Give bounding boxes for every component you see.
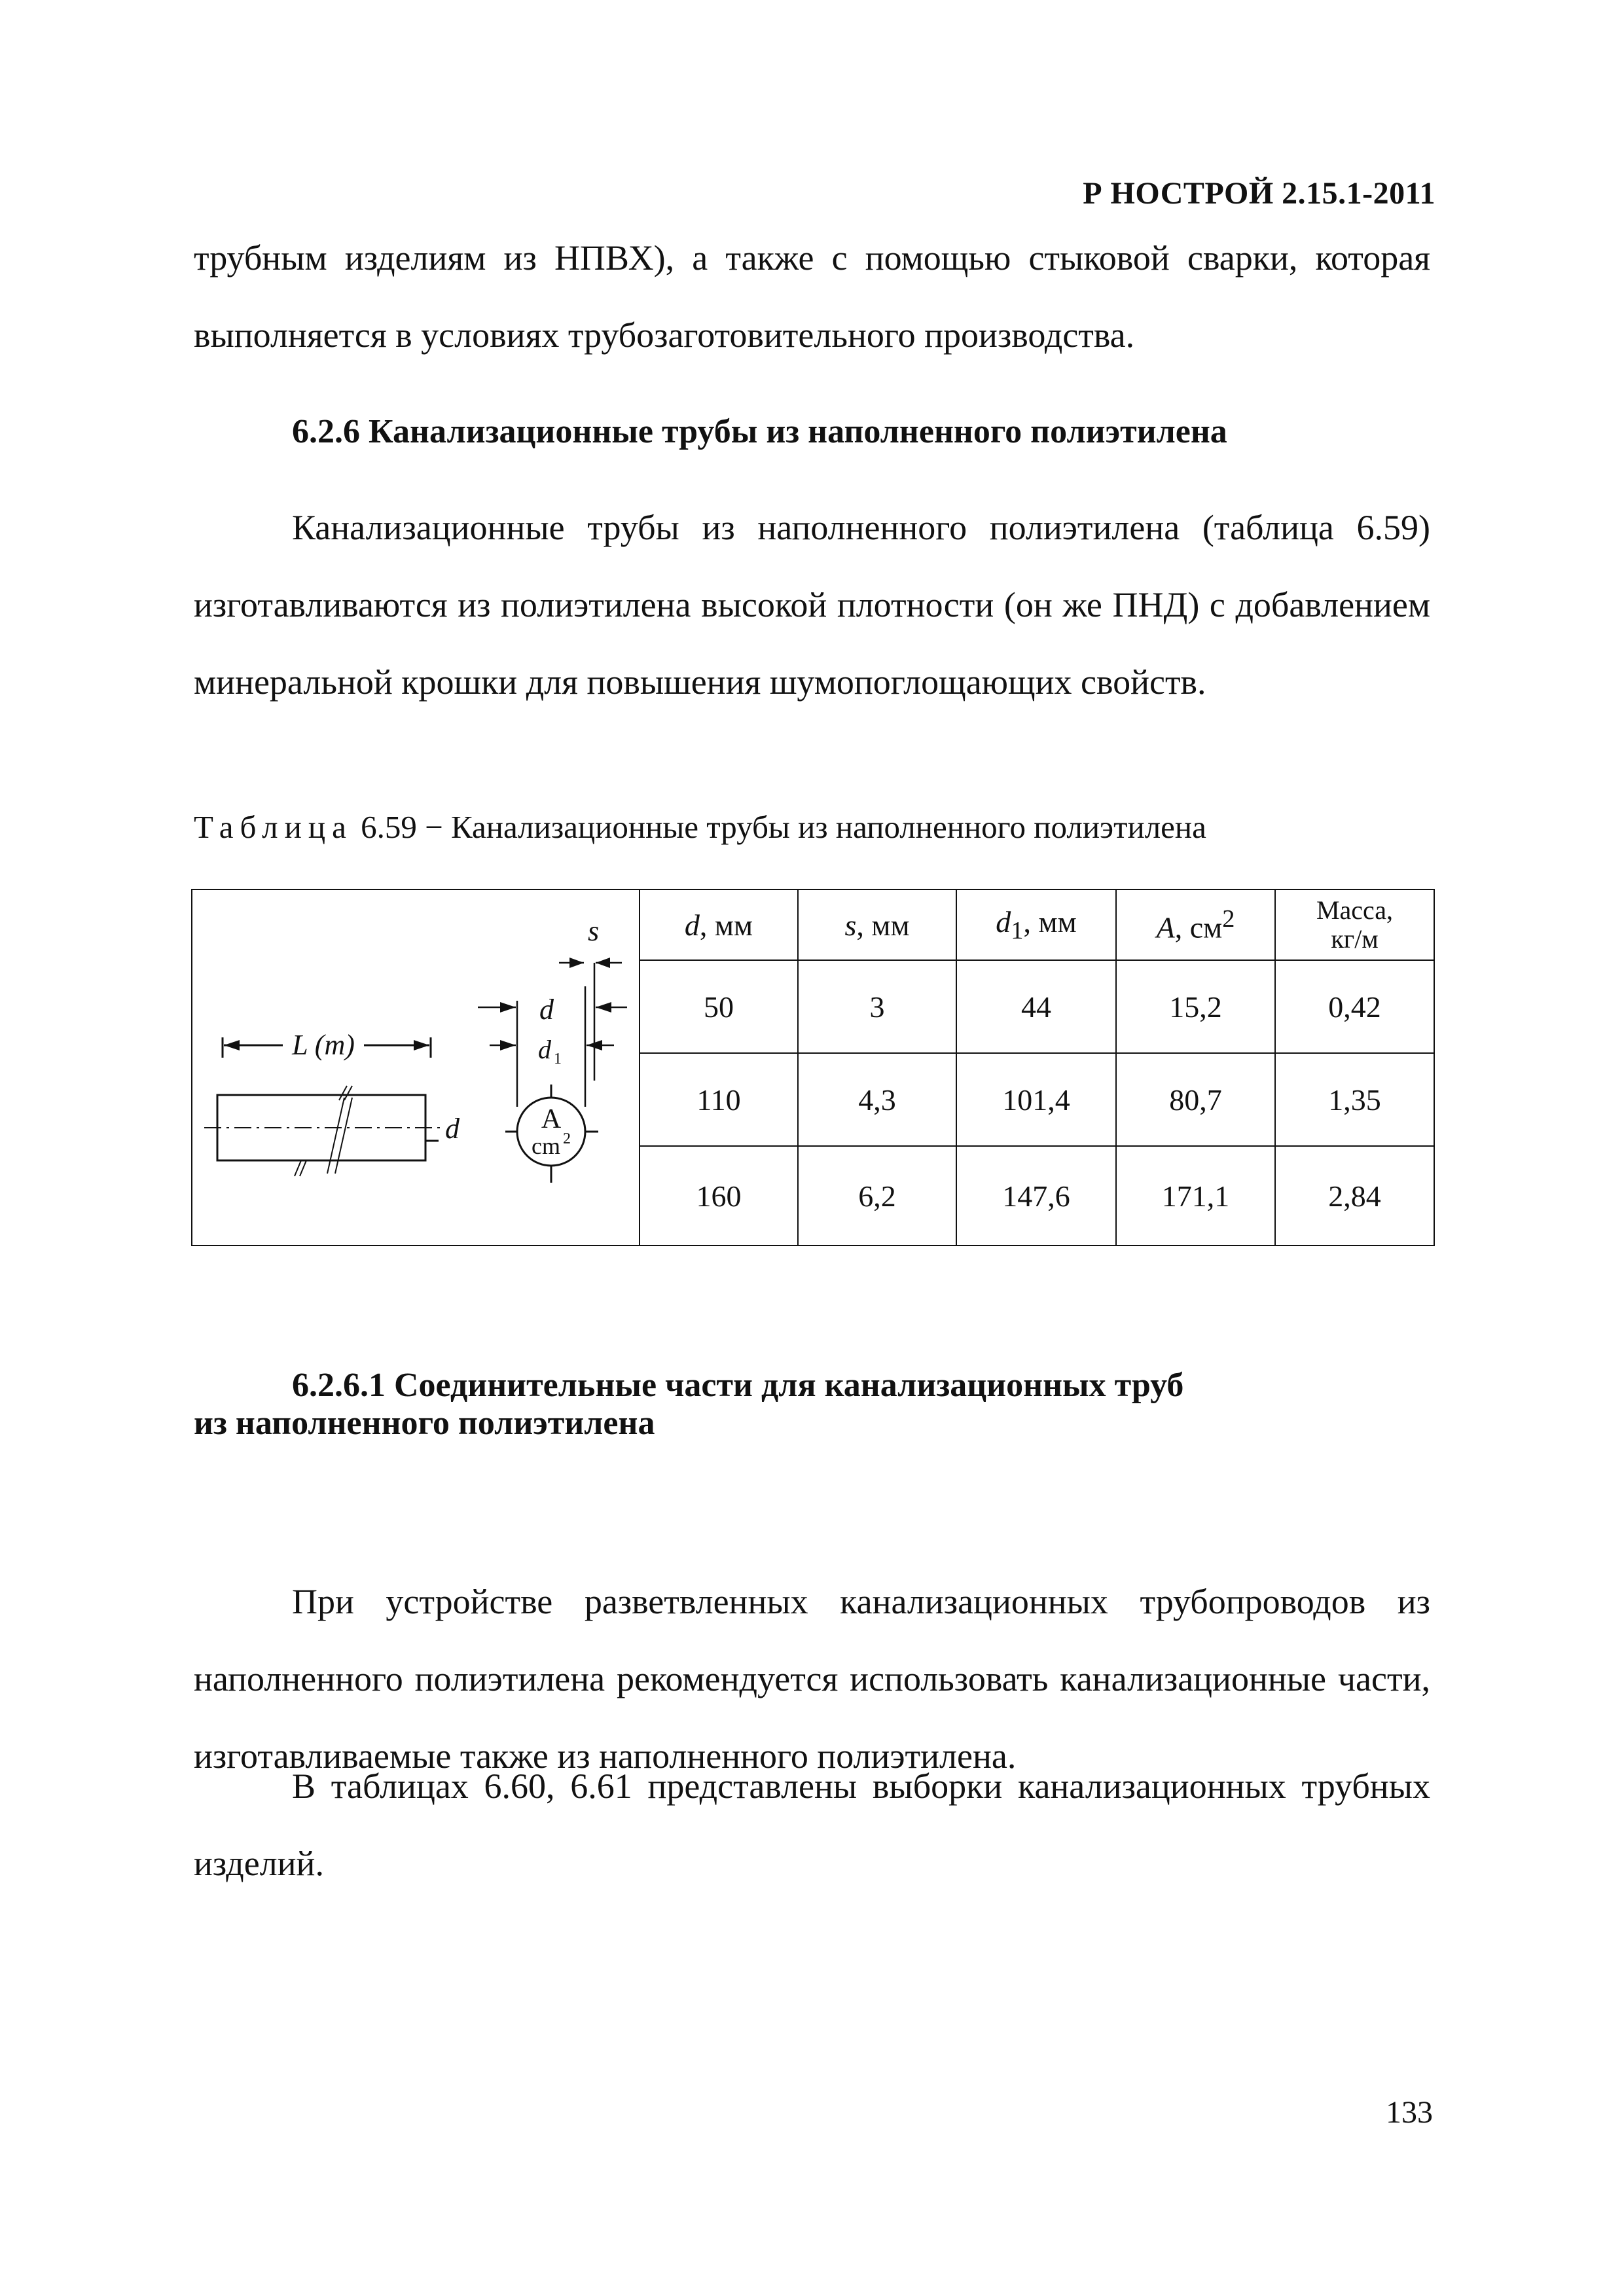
section-paragraph-6-2-6: Канализационные трубы из наполненного полиэтилена (таблица 6.59) изготавливаются из полиэтилена высокой плотности (он же ПНД) с добавлением минеральной крошки для повышения шумопоглощающих свойств. [194,508,1430,702]
cell-area: 15,2 [1116,960,1275,1053]
tables-reference-paragraph: В таблицах 6.60, 6.61 представлены выборки канализационных трубных изделий. [194,1767,1430,1883]
cell-area: 171,1 [1116,1146,1275,1246]
side-d-label: d [445,1113,460,1145]
area-label-unit: cm [532,1133,560,1159]
pipe-diagram [192,891,640,1244]
cell-d1: 101,4 [956,1053,1116,1146]
pipes-table [191,889,1435,1246]
length-label: L (m) [292,1029,355,1061]
col-header-d: d, мм [640,889,798,960]
cell-mass: 1,35 [1275,1053,1434,1146]
section-paragraph-6-2-6-1: При устройстве разветвленных канализационных трубопроводов из наполненного полиэтилена рекомендуется использовать канализационные части, изготавливаемые также из наполненного полиэтилена. [194,1582,1430,1776]
cell-area: 80,7 [1116,1053,1275,1146]
cell-d: 110 [640,1053,798,1146]
table-caption [194,808,1206,846]
cell-mass: 2,84 [1275,1146,1434,1246]
cell-d1: 44 [956,960,1116,1053]
document-code: Р НОСТРОЙ 2.15.1-2011 [1083,176,1435,211]
inner-diameter-label: d [538,1035,551,1064]
inner-diameter-sub: 1 [554,1050,562,1067]
section-heading-6-2-6-1-line2: из наполненного полиэтилена [194,1405,655,1442]
col-header-s: s, мм [798,889,956,960]
wall-thickness-label: s [588,915,600,947]
table-caption-label: Таблица [194,809,353,845]
section-heading-6-2-6: 6.2.6 Канализационные трубы из наполненного полиэтилена [292,413,1227,450]
cell-s: 6,2 [798,1146,956,1246]
pipe-figure-cell [192,889,640,1246]
section-heading-6-2-6-1: 6.2.6.1 Соединительные части для канализационных труб [292,1367,1184,1404]
cell-d: 160 [640,1146,798,1246]
outer-diameter-label: d [539,994,554,1026]
area-label-a: A [541,1104,562,1134]
page-number: 133 [1386,2095,1433,2130]
cell-d: 50 [640,960,798,1053]
cell-s: 4,3 [798,1053,956,1146]
intro-paragraph: трубным изделиям из НПВХ), а также с помощью стыковой сварки, которая выполняется в условиях трубозаготовительного производства. [194,238,1430,355]
cell-mass: 0,42 [1275,960,1434,1053]
table-header-row [192,889,1434,960]
table-caption-number: 6.59 [361,809,417,845]
table-caption-title: Канализационные трубы из наполненного полиэтилена [450,809,1206,845]
area-label-sup: 2 [563,1130,571,1147]
col-header-mass: Масса, кг/м [1275,889,1434,960]
cell-d1: 147,6 [956,1146,1116,1246]
col-header-d1: $d_1$, мм [956,889,1116,960]
cell-s: 3 [798,960,956,1053]
table-caption-dash: − [425,809,443,845]
col-header-area: A, $см^2$ [1116,889,1275,960]
